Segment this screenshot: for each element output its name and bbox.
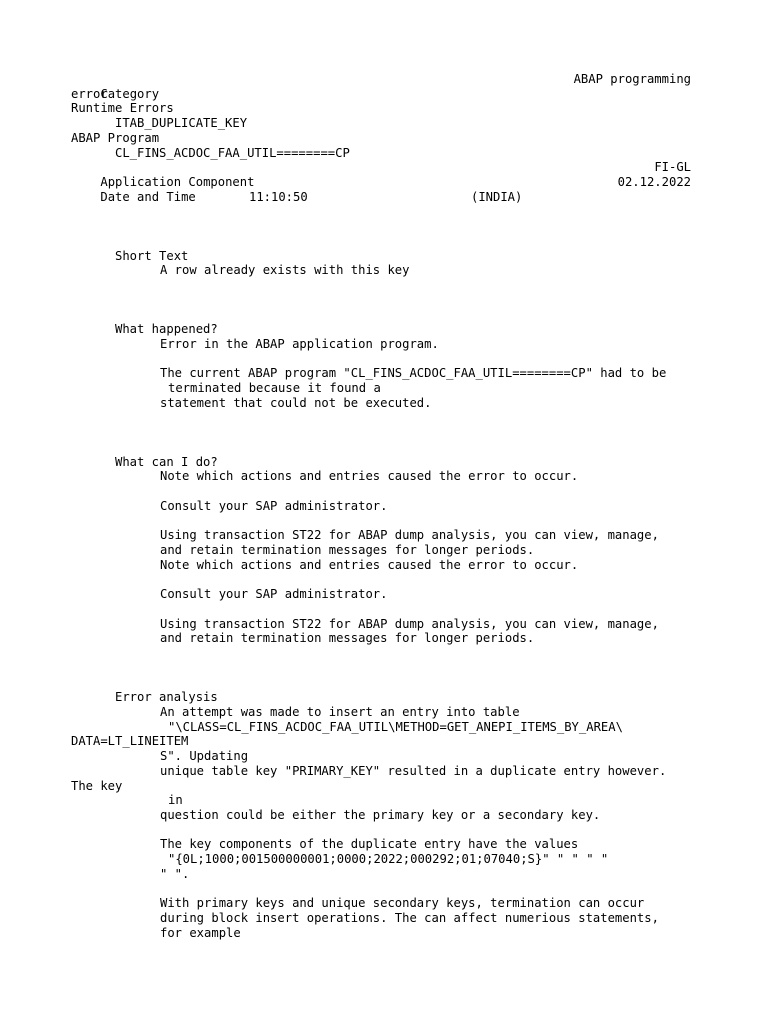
dump-document — [71, 72, 691, 940]
error-analysis-line: An attempt was made to insert an entry into table — [160, 704, 520, 719]
time-value: 11:10:50 — [249, 189, 308, 204]
timezone-value: (INDIA) — [471, 189, 523, 204]
runtime-errors-value: ITAB_DUPLICATE_KEY — [115, 116, 248, 131]
error-analysis-line: in — [168, 793, 183, 808]
date-time-label: Date and Time — [100, 189, 196, 204]
error-analysis-line: With primary keys and unique secondary keys, termination can occur — [160, 896, 645, 911]
error-analysis-line: DATA=LT_LINEITEM — [71, 734, 189, 749]
what-happened-line: terminated because it found a — [168, 381, 381, 396]
error-analysis-line: for example — [160, 925, 241, 940]
what-can-i-do-line: Consult your SAP administrator. — [160, 498, 388, 513]
error-analysis-heading: Error analysis — [115, 690, 218, 705]
date-value: 02.12.2022 — [617, 175, 691, 190]
category-label: Category — [100, 86, 160, 101]
what-can-i-do-line: Using transaction ST22 for ABAP dump analysis, you can view, manage, — [160, 528, 659, 543]
error-analysis-line: The key — [71, 778, 123, 793]
error-analysis-line: "{0L;1000;001500000001;0000;2022;000292;01;07040;S}" " " " " — [168, 852, 609, 867]
what-can-i-do-line: Using transaction ST22 for ABAP dump analysis, you can view, manage, — [160, 616, 659, 631]
what-can-i-do-heading: What can I do? — [115, 454, 218, 469]
what-happened-line: Error in the ABAP application program. — [160, 336, 439, 351]
app-component-label: Application Component — [100, 175, 255, 190]
error-analysis-line: during block insert operations. The can affect numerious statements, — [160, 910, 659, 925]
category-value-cont: error — [71, 86, 108, 101]
what-can-i-do-line: and retain termination messages for longer periods. — [160, 631, 535, 646]
error-analysis-line: S". Updating — [160, 749, 249, 764]
what-can-i-do-line: Note which actions and entries caused the error to occur. — [160, 557, 579, 572]
category-value: ABAP programming — [573, 72, 691, 86]
runtime-errors-label: Runtime Errors — [71, 101, 174, 116]
what-happened-line: The current ABAP program "CL_FINS_ACDOC_FAA_UTIL========CP" had to be — [160, 366, 667, 381]
abap-program-label: ABAP Program — [71, 130, 160, 145]
time-row — [71, 190, 691, 205]
error-analysis-line: unique table key "PRIMARY_KEY" resulted in a duplicate entry however. — [160, 763, 667, 778]
what-can-i-do-line: Consult your SAP administrator. — [160, 587, 388, 602]
short-text-heading: Short Text — [115, 248, 189, 263]
what-can-i-do-line: Note which actions and entries caused the error to occur. — [160, 469, 579, 484]
error-analysis-line: " ". — [160, 866, 190, 881]
error-analysis-line: question could be either the primary key or a secondary key. — [160, 807, 601, 822]
error-analysis-line: The key components of the duplicate entry have the values — [160, 837, 579, 852]
short-text-line: A row already exists with this key — [160, 263, 410, 278]
what-happened-line: statement that could not be executed. — [160, 395, 432, 410]
what-happened-heading: What happened? — [115, 322, 218, 337]
app-component-value: FI-GL — [654, 160, 691, 175]
error-analysis-line: "\CLASS=CL_FINS_ACDOC_FAA_UTIL\METHOD=GET_ANEPI_ITEMS_BY_AREA\ — [168, 719, 623, 734]
abap-program-value: CL_FINS_ACDOC_FAA_UTIL========CP — [115, 145, 350, 160]
what-can-i-do-line: and retain termination messages for longer periods. — [160, 543, 535, 557]
